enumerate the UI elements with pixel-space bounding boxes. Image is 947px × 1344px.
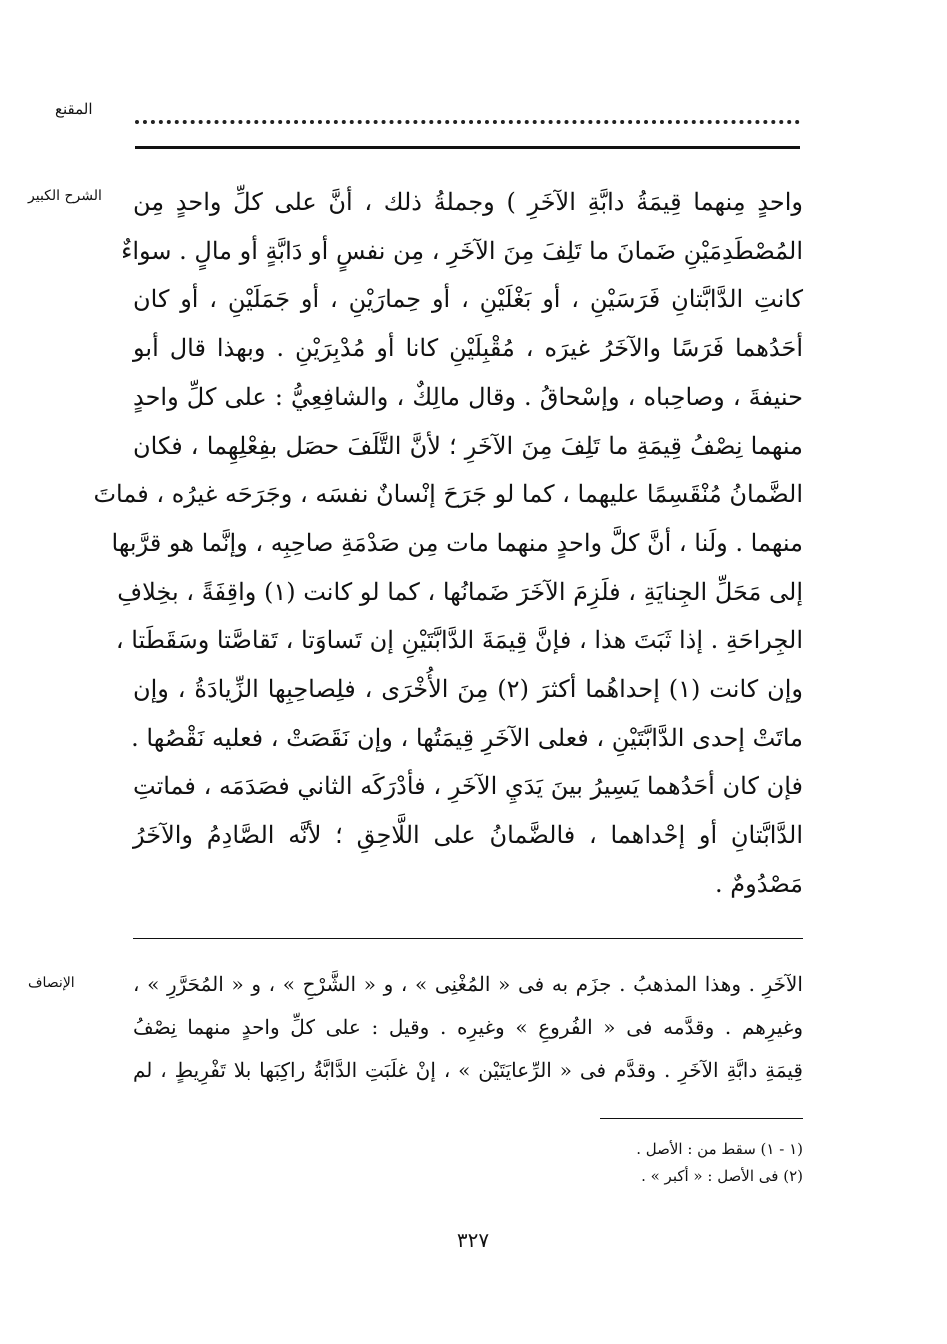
main-line: وإن كانت (١) إحداهُما أكثرَ (٢) مِنَ الأُخْرَى ، فلِصاحِبِها الزِّيادَةُ ، وإن (133, 675, 803, 704)
main-line: منهما . ولَنا ، أنَّ كلَّ واحدٍ منهما مات مِن صَدْمَةِ صاحِبِه ، وإنَّما هو قرَّبها (111, 528, 803, 557)
footnote-2: (٢) فى الأصل : « أكبر » . (641, 1167, 803, 1185)
page-number: ٣٢٧ (456, 1228, 490, 1252)
main-line: الضَّمانُ مُنْقَسِمًا عليهما ، كما لو جَرَحَ إنْسانٌ نفسَه ، وجَرَحَه غيرُه ، فماتَ (93, 480, 803, 509)
footnotes (500, 1136, 803, 1190)
insaf-line: الآخَرِ . وهذا المذهبُ . جزَم به فى « المُغْنِى » ، و « الشَّرْحِ » ، و « المُحَرَّرِ » ، (133, 972, 803, 996)
header-dotted-rule (135, 120, 800, 124)
main-line: منهما نِصْفُ قِيمَةِ ما تَلِفَ مِنَ الآخَرِ ؛ لأنَّ التَّلَفَ حصَل بفِعْلِهِما ، فكان (133, 431, 803, 460)
main-line: أحَدُهما فَرَسًا والآخَرُ غيرَه ، مُقْبِلَيْنِ كانا أو مُدْبِرَيْنِ . وبهذا قال أبو (133, 334, 803, 363)
side-label-sharh: الشرح الكبير (28, 188, 102, 204)
header-rule (135, 146, 800, 149)
main-line: المُصْطَدِمَيْنِ ضَمانَ ما تَلِفَ مِنَ الآخَرِ ، مِن نفسٍ أو دَابَّةٍ أو مالٍ . سواءٌ (121, 236, 803, 265)
main-line: حنيفةَ ، وصاحِباه ، وإسْحاقُ . وقال مالِكٌ ، والشافِعِيُّ : على كلِّ واحدٍ (133, 382, 803, 411)
insaf-line: قِيمَةِ دابَّةِ الآخَرِ . وقدَّم فى « الرِّعايَتَيْن » ، إنْ غلَبَتِ الدَّابَّةُ راكِبَها بلا تَفْرِيطٍ ، لم (133, 1058, 803, 1082)
insaf-line: وغيرِهم . وقدَّمه فى « الفُروعِ » وغيرِه . وقيل : على كلِّ واحدٍ منهما نِصْفُ (133, 1015, 803, 1039)
footnote-1: (١ - ١) سقط من : الأصل . (636, 1140, 803, 1158)
main-line: الدَّابَّتانِ أو إحْداهما ، فالضَّمانُ على اللَّاحِقِ ؛ لأنَّه الصَّادِمُ والآخَرُ (133, 821, 803, 850)
main-line: ماتَتْ إحدى الدَّابَّتَيْنِ ، فعلى الآخَرِ قِيمَتُها ، وإن نَقَصَتْ ، فعليه نَقْصُها . (131, 723, 803, 752)
main-line: فإن كان أحَدُهما يَسِيرُ بينَ يَدَيِ الآخَرِ ، فأدْرَكَه الثاني فصَدَمَه ، فماتتِ (133, 772, 803, 801)
main-line: إلى مَحَلِّ الجِنايَةِ ، فلَزِمَ الآخَرَ ضَمانُها ، كما لو كانت (١) واقِفَةً ، بخِلافِ (117, 577, 803, 606)
main-line: كانتِ الدَّابَّتانِ فَرَسَيْنِ ، أو بَغْلَيْنِ ، أو حِمارَيْنِ ، أو جَمَلَيْنِ ، أو كان (133, 285, 803, 314)
main-text-block (93, 178, 803, 909)
side-label-insaf: الإنصاف (28, 975, 75, 991)
insaf-text-block (133, 963, 803, 1092)
running-header-title: المقنع (55, 100, 93, 118)
main-line: الجِراحَةِ . إذا ثَبَتَ هذا ، فإنَّ قِيمَةَ الدَّابَّتَيْنِ إن تَساوَتا ، تَقاصَّتا وسَقَطَتا ، (115, 626, 803, 655)
section-divider (133, 938, 803, 939)
footnote-divider (600, 1118, 803, 1119)
main-line: واحدٍ مِنهما قِيمَةُ دابَّةِ الآخَرِ ) وجملةُ ذلك ، أنَّ على كلِّ واحدٍ مِن (133, 188, 803, 216)
main-line: مَصْدُومٌ . (715, 869, 803, 898)
